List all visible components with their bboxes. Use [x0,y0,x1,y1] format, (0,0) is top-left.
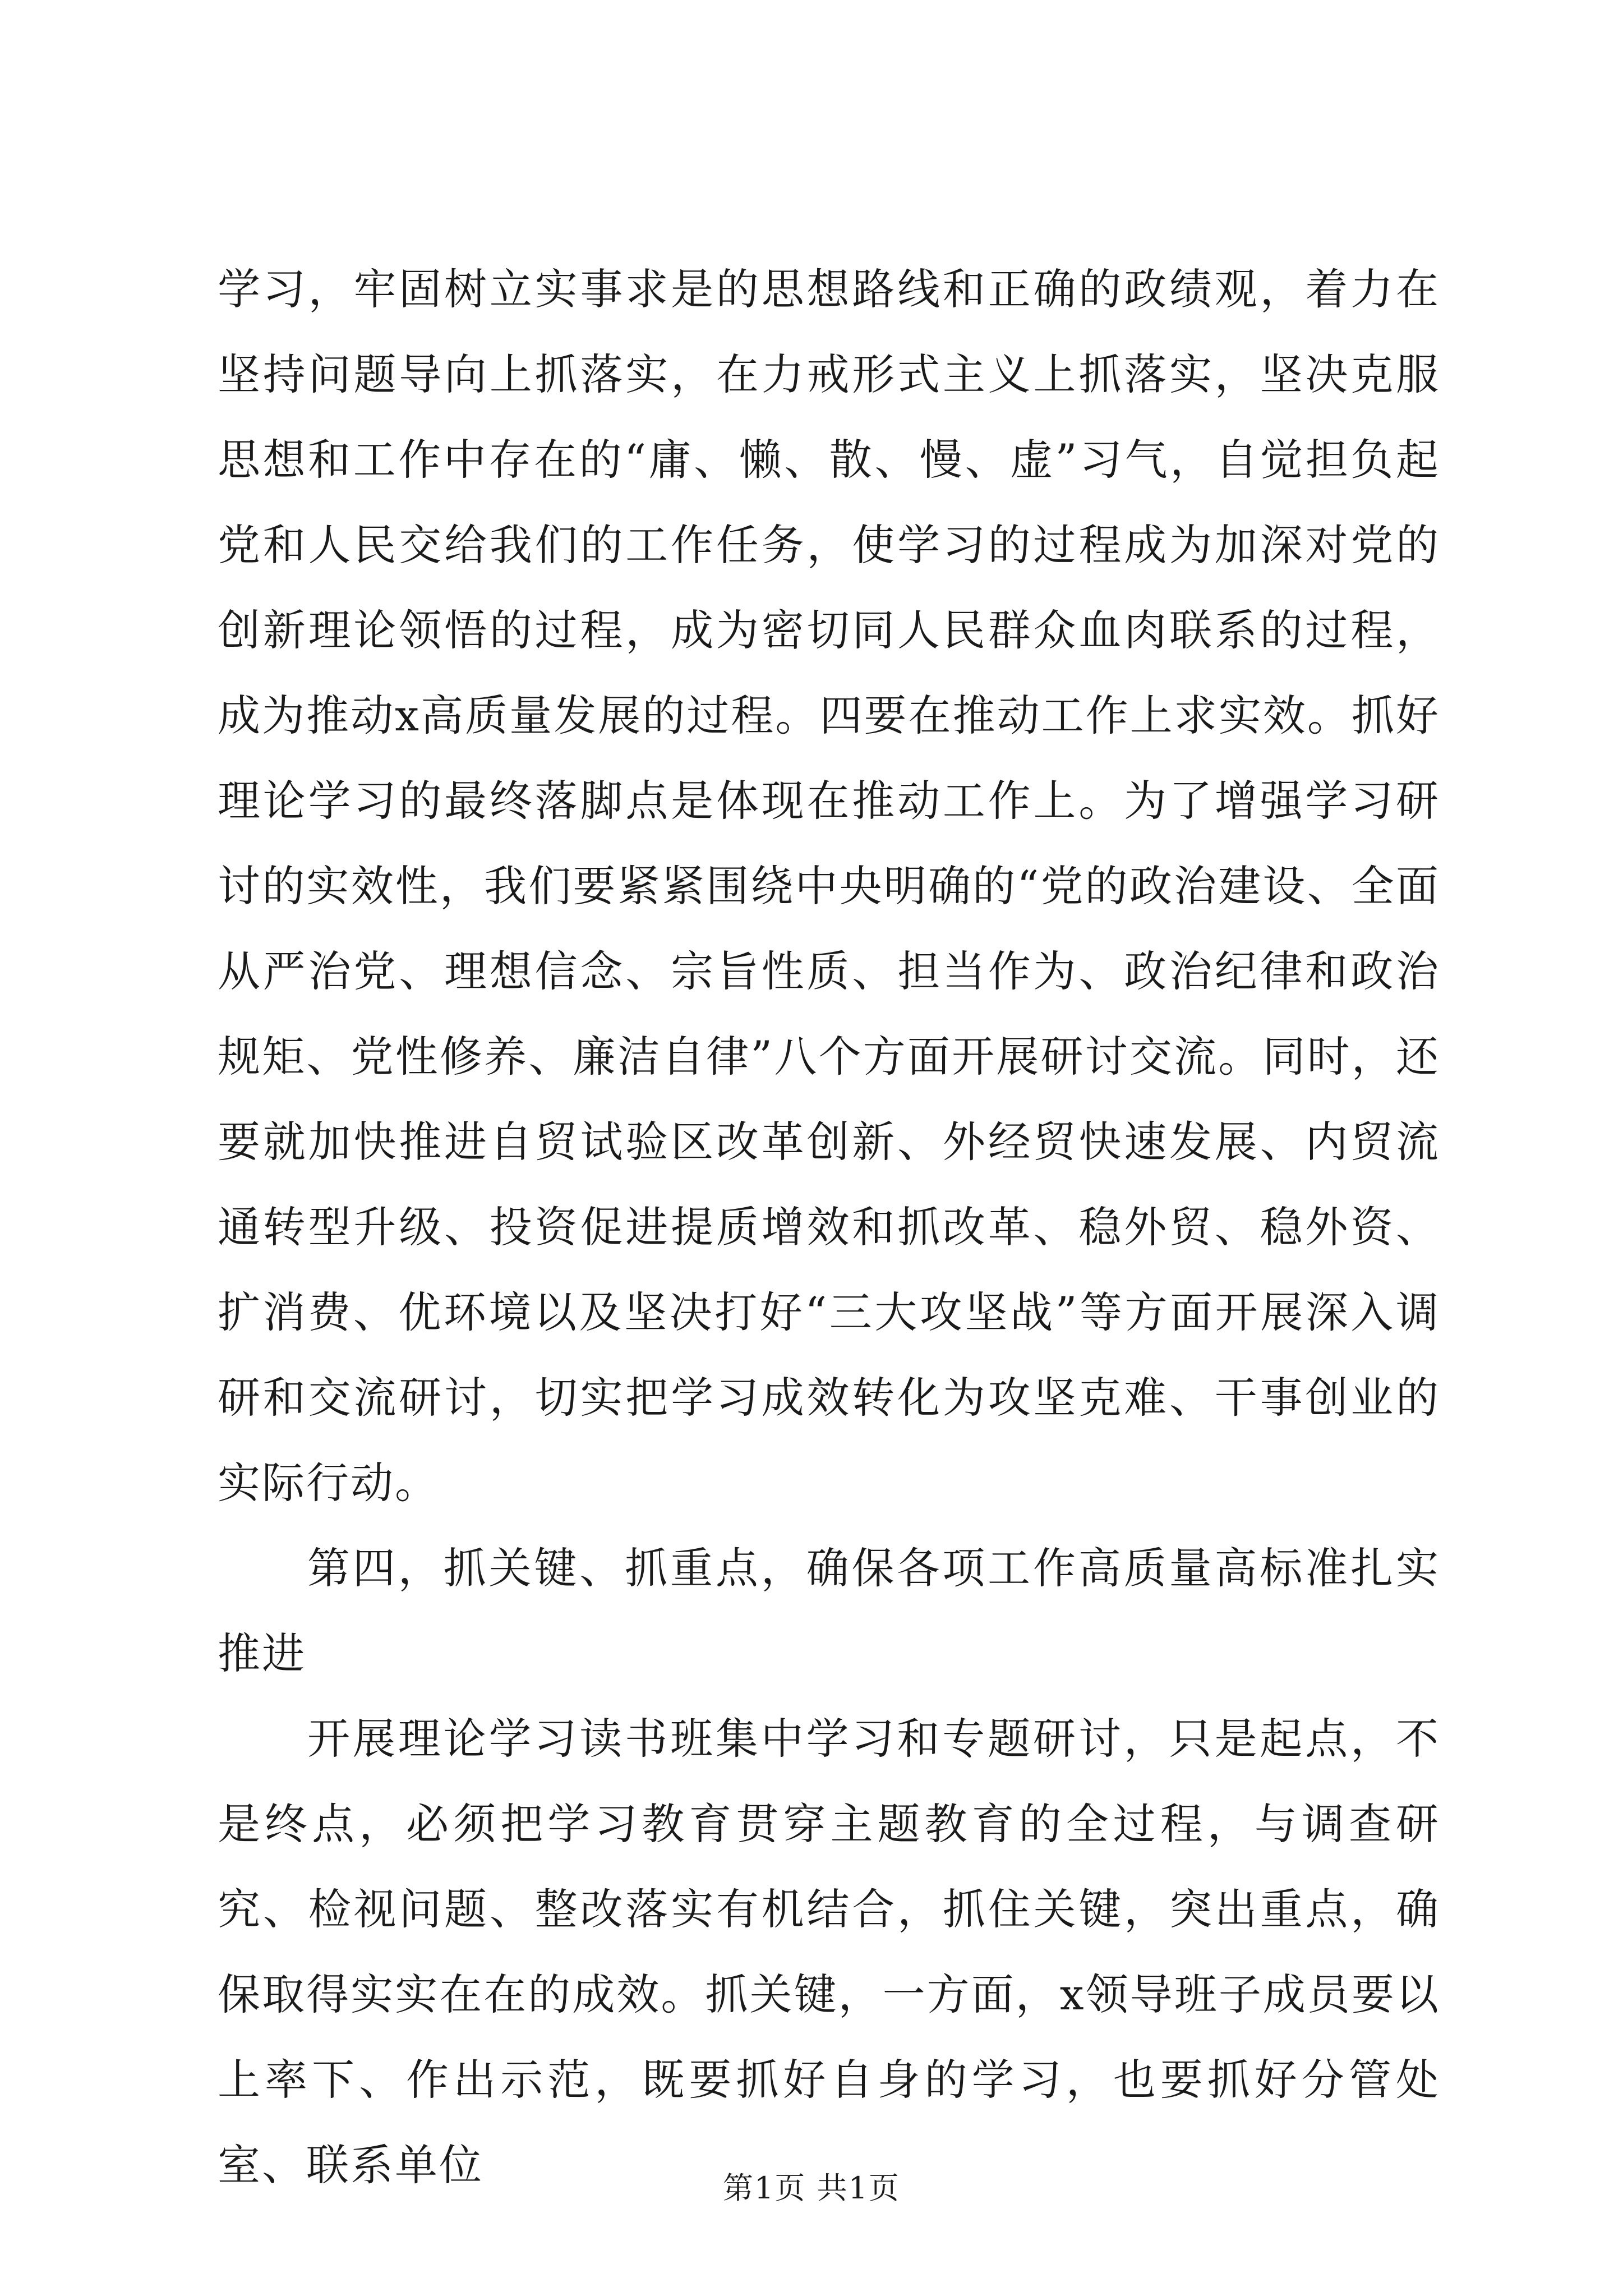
page-number-footer: 第1页 共1页 [723,2170,900,2206]
paragraph-continuation: 学习，牢固树立实事求是的思想路线和正确的政绩观，着力在坚持问题导向上抓落实，在力戒形式主义上抓落实，坚决克服思想和工作中存在的“庸、懒、散、慢、虚”习气，自觉担负起党和人民交给我们的工作任务，使学习的过程成为加深对党的创新理论领悟的过程，成为密切同人民群众血肉联系的过程，成为推动x高质量发展的过程。四要在推动工作上求实效。抓好理论学习的最终落脚点是体现在推动工作上。为了增强学习研讨的实效性，我们要紧紧围绕中央明确的“党的政治建设、全面从严治党、理想信念、宗旨性质、担当作为、政治纪律和政治规矩、党性修养、廉洁自律”八个方面开展研讨交流。同时，还要就加快推进自贸试验区改革创新、外经贸快速发展、内贸流通转型升级、投资促进提质增效和抓改革、稳外贸、稳外资、扩消费、优环境以及坚决打好“三大攻坚战”等方面开展深入调研和交流研讨，切实把学习成效转化为攻坚克难、干事创业的实际行动。 [218,264,1440,1508]
section-heading-fourth: 第四，抓关键、抓重点，确保各项工作高质量高标准扎实推进 [218,1543,1440,1678]
document-body [218,247,1440,2208]
paragraph-body: 开展理论学习读书班集中学习和专题研讨，只是起点，不是终点，必须把学习教育贯穿主题教育的全过程，与调查研究、检视问题、整改落实有机结合，抓住关键，突出重点，确保取得实实在在的成效。抓关键，一方面，x领导班子成员要以上率下、作出示范，既要抓好自身的学习，也要抓好分管处室、联系单位 [218,1714,1440,2190]
